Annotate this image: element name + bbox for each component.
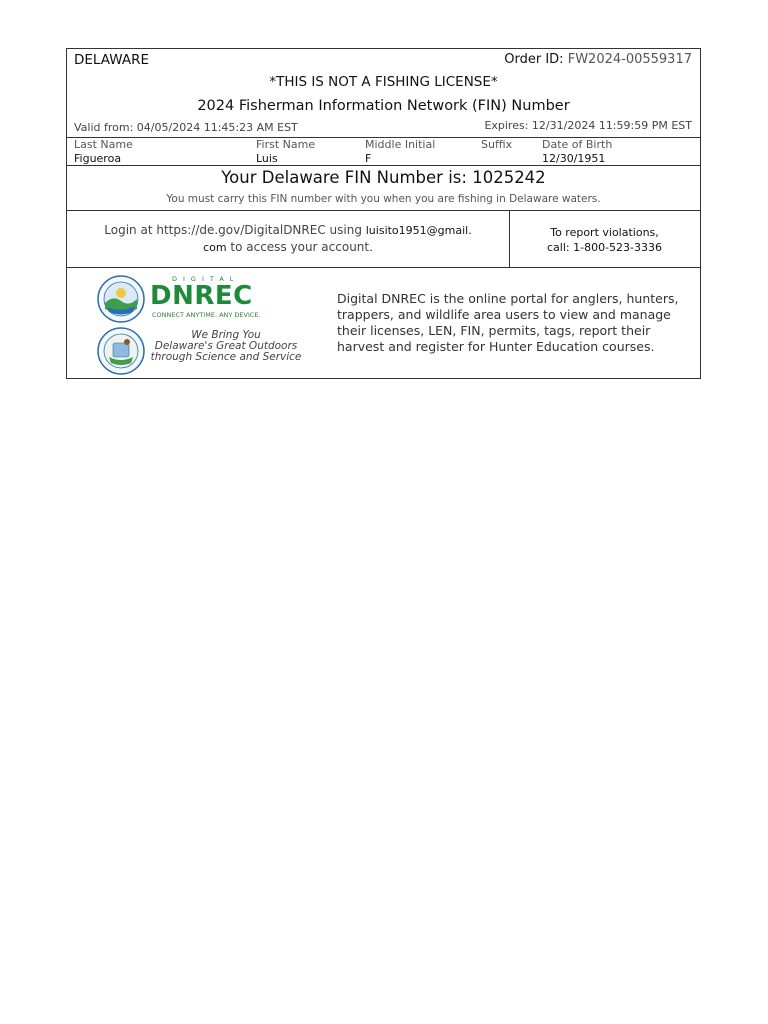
- last-name-field: [74, 138, 133, 165]
- account-section: [67, 211, 700, 268]
- first-name-value: Luis: [256, 152, 278, 165]
- last-name-value: Figueroa: [74, 152, 122, 165]
- slogan-line1: We Bring You: [191, 329, 261, 341]
- order-id-label: Order ID:: [504, 52, 564, 67]
- slogan-line3: through Science and Service: [150, 351, 302, 363]
- dob-label: Date of Birth: [542, 138, 613, 151]
- login-email: luisito1951@gmail.: [365, 224, 472, 237]
- middle-initial-field: [365, 138, 435, 165]
- dnrec-logo: DNREC: [150, 281, 253, 311]
- violations-line1: To report violations,: [550, 226, 659, 239]
- middle-initial-value: F: [365, 152, 372, 165]
- logo-tagline: CONNECT ANYTIME. ANY DEVICE.: [152, 311, 261, 319]
- slogan: [149, 330, 303, 363]
- first-name-field: [256, 138, 315, 165]
- slogan-line2: Delaware's Great Outdoors: [154, 340, 298, 352]
- login-prefix: Login at https://de.gov/DigitalDNREC using: [104, 223, 366, 237]
- digital-label: DIGITAL: [172, 275, 240, 283]
- delaware-seal-icon: [97, 275, 145, 323]
- login-suffix: to access your account.: [226, 240, 373, 254]
- dob-value: 12/30/1951: [542, 152, 606, 165]
- login-instructions: [67, 222, 509, 256]
- report-violations: [509, 225, 700, 255]
- order-id-value: FW2024-00559317: [567, 52, 692, 67]
- login-email-end: com: [203, 241, 227, 254]
- first-name-label: First Name: [256, 138, 316, 151]
- delaware-state-seal-icon: [97, 327, 145, 375]
- branding-section: [67, 268, 700, 379]
- violations-phone: call: 1-800-523-3336: [547, 241, 662, 254]
- state-name: DELAWARE: [74, 52, 150, 68]
- card-header: [67, 49, 700, 138]
- dob-field: [542, 138, 612, 165]
- not-license-notice: *THIS IS NOT A FISHING LICENSE*: [269, 74, 498, 90]
- valid-from: Valid from: 04/05/2024 11:45:23 AM EST: [74, 121, 298, 134]
- expires: Expires: 12/31/2024 11:59:59 PM EST: [484, 119, 692, 132]
- portal-description: Digital DNREC is the online portal for anglers, hunters, trappers, and wildlife area users to view and manage their licenses, LEN, FIN, permits, tags, report their harvest and register for Hunter Education courses.: [337, 291, 679, 354]
- order-id: [504, 52, 692, 67]
- fin-card: [66, 48, 701, 379]
- person-details: [67, 138, 700, 166]
- document-title: 2024 Fisherman Information Network (FIN) Number: [197, 98, 570, 114]
- fin-number-section: [67, 166, 700, 211]
- suffix-label: Suffix: [481, 138, 513, 151]
- middle-initial-label: Middle Initial: [365, 138, 436, 151]
- last-name-label: Last Name: [74, 138, 133, 151]
- fin-number: Your Delaware FIN Number is: 1025242: [221, 168, 546, 187]
- carry-note: You must carry this FIN number with you when you are fishing in Delaware waters.: [166, 193, 601, 205]
- suffix-field: [481, 138, 512, 152]
